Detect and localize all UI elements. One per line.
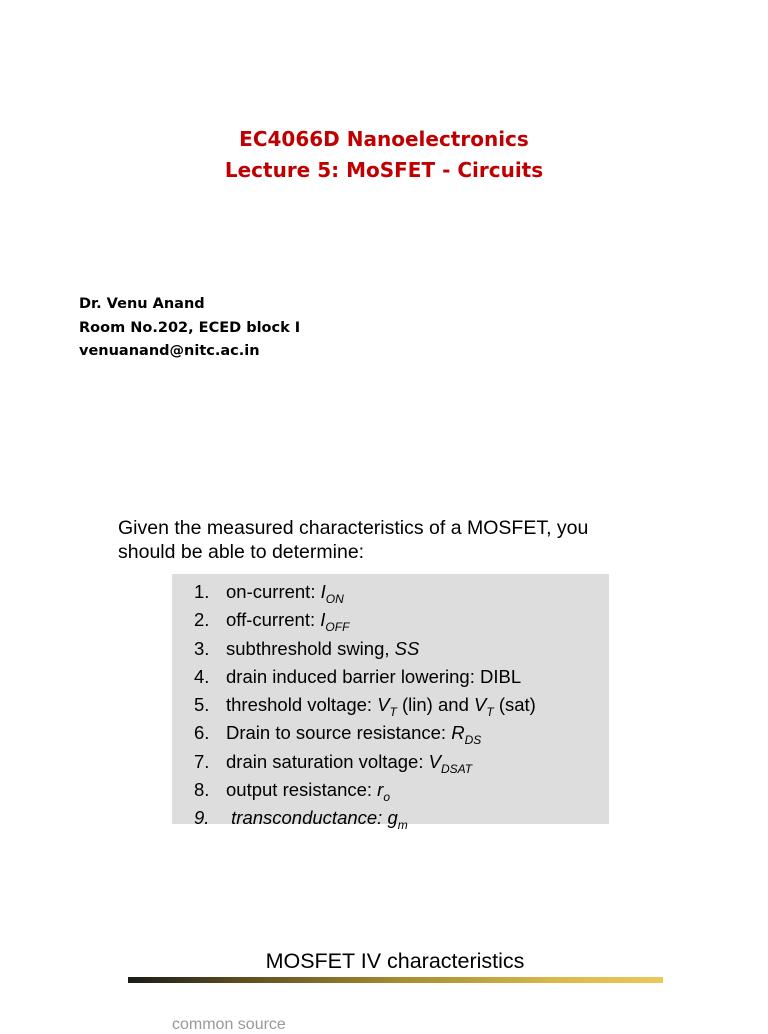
author-block xyxy=(79,293,300,364)
list-item: 5. threshold voltage: $V_T$ (lin) and $V_T$ (sat) xyxy=(194,694,536,720)
gradient-divider xyxy=(128,977,663,983)
list-item: 8. output resistance: $r_o$ xyxy=(194,779,391,805)
list-item: 2. off-current: $I_{OFF}$ xyxy=(194,609,350,635)
lecture-course-title: EC4066D Nanoelectronics xyxy=(239,127,529,151)
characteristics-list xyxy=(194,579,536,834)
list-item: 3. subthreshold swing, SS xyxy=(194,637,420,659)
author-room: Room No.202, ECED block I xyxy=(79,319,301,336)
lecture-topic-title: Lecture 5: MoSFET - Circuits xyxy=(224,158,544,182)
author-email: venuanand@nitc.ac.in xyxy=(79,343,260,359)
intro-text xyxy=(118,516,658,564)
list-item: 4. drain induced barrier lowering: DIBL xyxy=(194,665,522,687)
iv-characteristics-title: MOSFET IV characteristics xyxy=(265,949,525,973)
list-item: 1. on-current: $I_{ON}$ xyxy=(194,581,344,606)
list-item: 7. drain saturation voltage: $V_{DSAT}$ xyxy=(194,750,473,776)
intro-line-1: Given the measured characteristics of a MOSFET, you xyxy=(118,517,589,539)
intro-line-2: should be able to determine: xyxy=(118,541,365,563)
list-item: 9. transconductance: $g_m$ xyxy=(194,807,408,833)
list-item: 6. Drain to source resistance: $R_{DS}$ xyxy=(194,722,482,748)
author-name: Dr. Venu Anand xyxy=(79,296,205,312)
partial-text: common source xyxy=(172,1016,286,1033)
